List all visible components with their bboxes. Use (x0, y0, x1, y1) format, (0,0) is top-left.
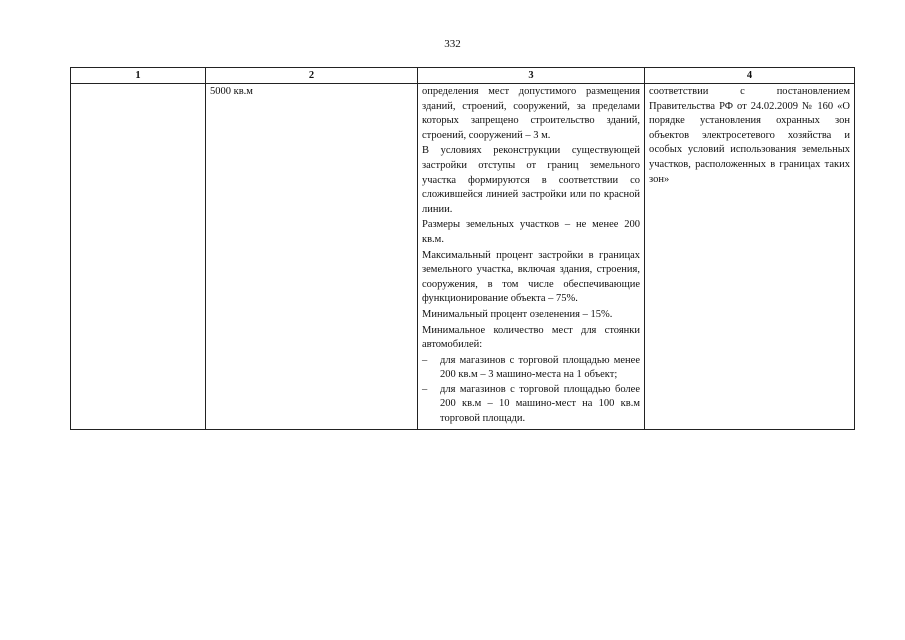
cell-col3 (418, 84, 645, 430)
col3-paragraph: Максимальный процент застройки в границах земельного участка, включая здания, строения, сооружения, в том числе обеспечивающие функционирование объекта – 75%. (422, 249, 640, 305)
column-header-1: 1 (71, 68, 206, 84)
col3-paragraph: Размеры земельных участков – не менее 200 кв.м. (422, 219, 640, 245)
regulations-table (70, 67, 855, 430)
cell-col2: 5000 кв.м (206, 84, 418, 430)
col3-paragraph: Минимальный процент озеленения – 15%. (422, 308, 613, 320)
cell-col1 (71, 84, 206, 430)
table-row (71, 84, 855, 430)
page-number: 332 (444, 38, 461, 50)
list-dash: – (422, 383, 428, 395)
list-item (422, 383, 640, 427)
column-header-3: 3 (418, 68, 645, 84)
col3-paragraph: Минимальное количество мест для стоянки автомобилей: (422, 324, 640, 351)
list-item-text: для магазинов с торговой площадью более 200 кв.м – 10 машино-мест на 100 кв.м торговой площади. (440, 383, 640, 425)
list-dash: – (422, 354, 428, 366)
list-item (422, 354, 640, 383)
column-header-4: 4 (645, 68, 855, 84)
col3-paragraph: определения мест допустимого размещения зданий, строений, сооружений, за пределами которых запрещено строительство зданий, строений, сооружений – 3 м. (422, 86, 640, 141)
table-header-row (71, 68, 855, 84)
col3-paragraph: В условиях реконструкции существующей застройки отступы от границ земельного участка формируются в соответствии со сложившейся линией застройки или по красной линии. (422, 145, 640, 215)
column-header-2: 2 (206, 68, 418, 84)
list-item-text: для магазинов с торговой площадью менее 200 кв.м – 3 машино-места на 1 объект; (440, 354, 640, 381)
cell-col4: соответствии с постановлением Правительства РФ от 24.02.2009 № 160 «О порядке установления охранных зон объектов электросетевого хозяйства и особых условий использования земельных участков, расположенных в границах таких зон» (645, 84, 855, 430)
